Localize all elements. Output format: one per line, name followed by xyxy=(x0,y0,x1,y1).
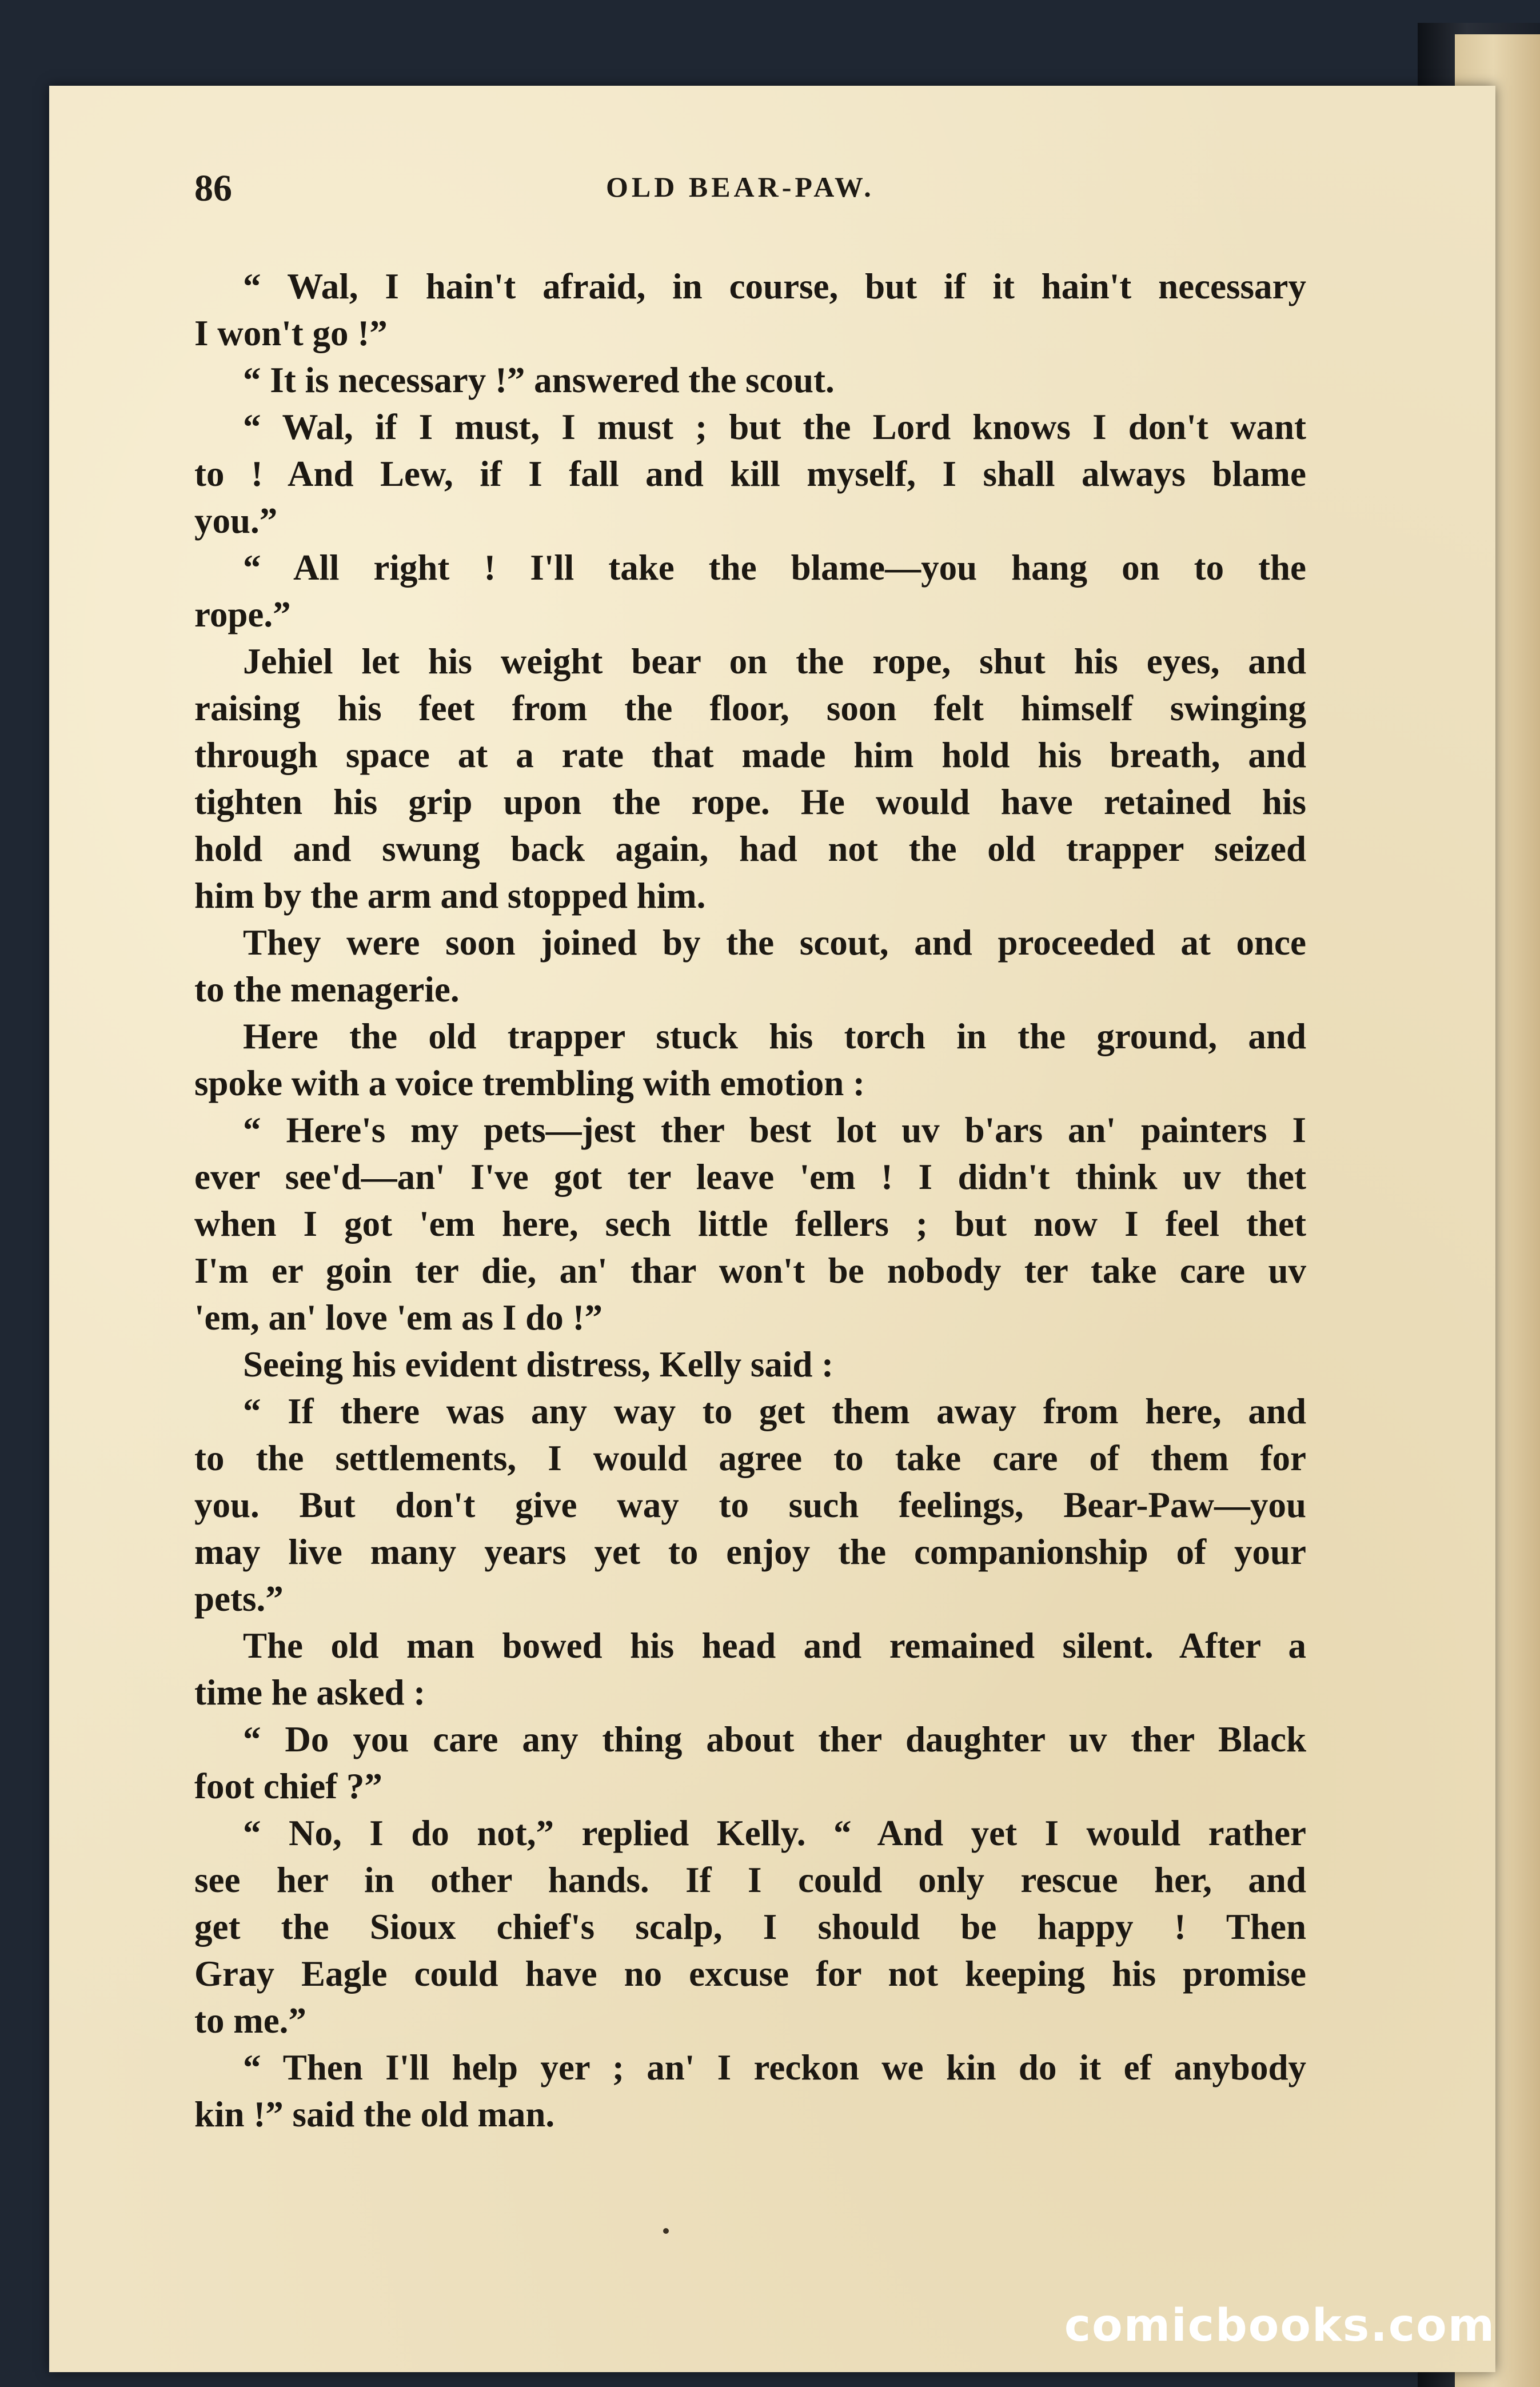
page-number: 86 xyxy=(194,167,232,209)
text-line: ever see'd—an' I've got ter leave 'em ! I didn't think uv thet xyxy=(194,1157,1306,1197)
text-line: to the settlements, I would agree to take care of them for xyxy=(194,1438,1306,1478)
running-head: OLD BEAR-PAW. xyxy=(606,171,875,203)
text-line: to me.” xyxy=(194,2001,306,2041)
text-line: “ No, I do not,” replied Kelly. “ And yet I would rather xyxy=(243,1813,1306,1853)
text-line: time he asked : xyxy=(194,1673,426,1713)
text-line: hold and swung back again, had not the old trapper seized xyxy=(194,829,1306,869)
text-line: kin !” said the old man. xyxy=(194,2094,555,2134)
text-line: “ Do you care any thing about ther daughter uv ther Black xyxy=(243,1719,1306,1759)
text-line: spoke with a voice trembling with emotion : xyxy=(194,1063,865,1103)
text-line: “ Here's my pets—jest ther best lot uv b'ars an' painters I xyxy=(243,1110,1306,1150)
text-line: “ Wal, if I must, I must ; but the Lord knows I don't want xyxy=(243,407,1306,447)
text-line: The old man bowed his head and remained silent. After a xyxy=(243,1626,1306,1666)
text-line: I'm er goin ter die, an' thar won't be nobody ter take care uv xyxy=(194,1251,1306,1291)
text-line: you.” xyxy=(194,501,278,541)
text-line: through space at a rate that made him hold his breath, and xyxy=(194,735,1306,775)
text-line: pets.” xyxy=(194,1579,284,1619)
text-line: when I got 'em here, sech little fellers ; but now I feel thet xyxy=(194,1204,1306,1244)
text-line: tighten his grip upon the rope. He would have retained his xyxy=(194,782,1306,822)
text-line: “ All right ! I'll take the blame—you hang on to the xyxy=(243,548,1306,588)
text-line: Seeing his evident distress, Kelly said : xyxy=(243,1344,834,1384)
text-line: “ It is necessary !” answered the scout. xyxy=(243,360,835,400)
text-line: “ Wal, I hain't afraid, in course, but if it hain't necessary xyxy=(243,266,1306,306)
text-line: may live many years yet to enjoy the companionship of your xyxy=(194,1532,1306,1572)
text-line: rope.” xyxy=(194,594,291,634)
text-line: “ If there was any way to get them away from here, and xyxy=(243,1391,1306,1431)
body-text xyxy=(194,263,1306,2138)
text-line: “ Then I'll help yer ; an' I reckon we kin do it ef anybody xyxy=(243,2047,1306,2087)
page-header xyxy=(194,167,1309,218)
page-speck xyxy=(663,2228,669,2234)
text-line: 'em, an' love 'em as I do !” xyxy=(194,1298,603,1338)
text-line: foot chief ?” xyxy=(194,1766,382,1806)
text-line: They were soon joined by the scout, and proceeded at once xyxy=(243,923,1306,963)
text-line: to ! And Lew, if I fall and kill myself, I shall always blame xyxy=(194,454,1306,494)
text-line: I won't go !” xyxy=(194,313,388,353)
text-line: Here the old trapper stuck his torch in the ground, and xyxy=(243,1016,1306,1056)
text-line: get the Sioux chief's scalp, I should be happy ! Then xyxy=(194,1907,1306,1947)
text-line: him by the arm and stopped him. xyxy=(194,876,706,916)
text-line: raising his feet from the floor, soon felt himself swinging xyxy=(194,688,1306,728)
text-line: see her in other hands. If I could only rescue her, and xyxy=(194,1860,1306,1900)
watermark: comicbooks.com xyxy=(1064,2300,1495,2352)
text-line: Jehiel let his weight bear on the rope, shut his eyes, and xyxy=(243,641,1306,681)
text-line: you. But don't give way to such feelings, Bear-Paw—you xyxy=(194,1485,1306,1525)
text-line: to the menagerie. xyxy=(194,969,460,1009)
text-line: Gray Eagle could have no excuse for not keeping his promise xyxy=(194,1954,1306,1994)
